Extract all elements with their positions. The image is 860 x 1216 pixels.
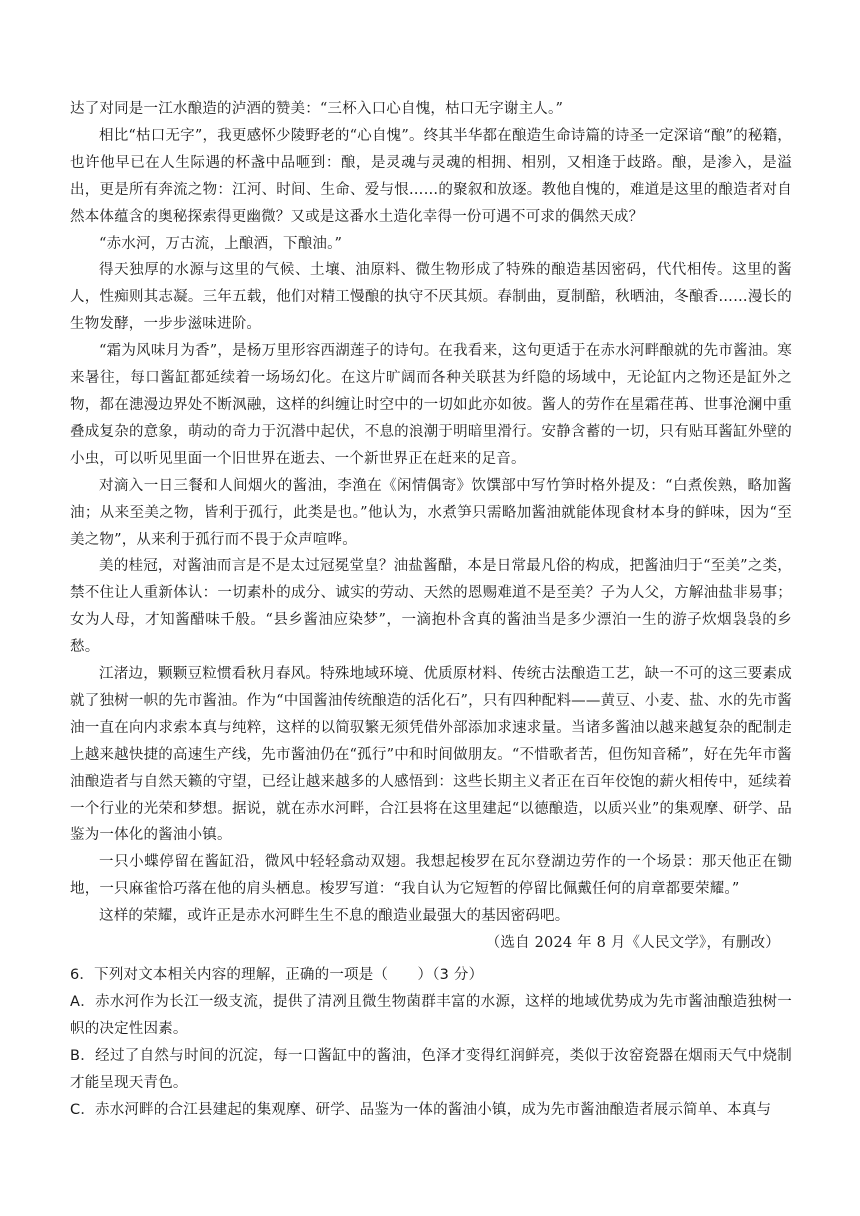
passage-paragraph: “赤水河，万古流，上酿酒，下酿油。”	[99, 235, 343, 252]
passage-paragraph: 达了对同是一江水酿造的泸酒的赞美：“三杯入口心自愧，枯口无字谢主人。”	[70, 101, 564, 117]
source-citation: （选自 2024 年 8 月《人民文学》，有删改）	[485, 935, 780, 952]
passage-paragraph: 这样的荣耀，或许正是赤水河畔生生不息的酿造业最强大的基因密码吧。	[99, 908, 570, 925]
passage-paragraph: 相比“枯口无字”，我更感怀少陵野老的“心自愧”。终其半华都在酿造生命诗篇的诗圣一定深谙“酿”的秘籍，也许他早已在人生际遇的杯盏中品咂到：酿，是灵魂与灵魂的相拥、相别，又相逢于歧路。酿，是渗入，是溢出，更是所有奔流之物：江河、时间、生命、爱与恨……的聚叙和放逐。教他自愧的，难道是这里的酿造者对自然本体蕴含的奥秘探索得更幽微？又或是这番水土造化幸得一份可遇不可求的偶然天成？	[70, 127, 792, 225]
passage-paragraph: 一只小蝶停留在酱缸沿，微风中轻轻翕动双翅。我想起梭罗在瓦尔登湖边劳作的一个场景：那天他正在锄地，一只麻雀恰巧落在他的肩头栖息。梭罗写道：“我自认为它短暂的停留比佩戴任何的肩章都要荣耀。”	[70, 854, 792, 898]
question-stem: 6．下列对文本相关内容的理解，正确的一项是（ ）（3 分）	[70, 967, 484, 983]
passage-paragraph: 美的桂冠，对酱油而言是不是太过冠冕堂皇？油盐酱醋，本是日常最凡俗的构成，把酱油归于“至美”之类，禁不住让人重新体认：一切素朴的成分、诚实的劳动、天然的恩赐难道不是至美？子为人父，方解油盐非易事；女为人母，才知酱醋味千般。“县乡酱油应染梦”，一滴抱朴含真的酱油当是多少漂泊一生的游子炊烟袅袅的乡愁。	[70, 558, 792, 656]
passage-paragraph: 得天独厚的水源与这里的气候、土壤、油原料、微生物形成了特殊的酿造基因密码，代代相传。这里的酱人，性痴则其志凝。三年五载，他们对精工慢酿的执守不厌其烦。春制曲，夏制醅，秋晒油，冬酿香……漫长的生物发酵，一步步滋味进阶。	[70, 262, 792, 333]
option-a: A．赤水河作为长江一级支流，提供了清冽且微生物菌群丰富的水源，这样的地域优势成为先市酱油酿造独树一帜的决定性因素。	[70, 993, 792, 1037]
reading-passage	[70, 96, 792, 957]
option-c: C．赤水河畔的合江县建起的集观摩、研学、品鉴为一体的酱油小镇，成为先市酱油酿造者展示简单、本真与	[70, 1101, 772, 1118]
question-block	[70, 962, 792, 1123]
passage-paragraph: “霜为风味月为香”，是杨万里形容西湖莲子的诗句。在我看来，这句更适于在赤水河畔酿就的先市酱油。寒来暑往，每口酱缸都延续着一场场幻化。在这片旷阔而各种关联甚为纤隐的场域中，无论缸内之物还是缸外之物，都在漶漫边界处不断沨融，这样的纠缠让时空中的一切如此亦如彼。酱人的劳作在星霜荏苒、世事沧澜中重叠成复杂的意象，萌动的奇力于沉潜中起伏，不息的浪潮于明暗里滑行。安静含蓄的一切，只有贴耳酱缸外壁的小虫，可以听见里面一个旧世界在逝去、一个新世界正在赶来的足音。	[70, 343, 792, 467]
option-b: B．经过了自然与时间的沉淀，每一口酱缸中的酱油，色泽才变得红润鲜亮，类似于汝窑瓷器在烟雨天气中烧制才能呈现天青色。	[70, 1047, 792, 1091]
passage-paragraph: 对滴入一日三餐和人间烟火的酱油，李渔在《闲情偶寄》饮馔部中写竹笋时格外提及：“白煮俟熟，略加酱油；从来至美之物，皆利于孤行，此类是也。”他认为，水煮笋只需略加酱油就能体现食材本身的鲜味，因为“至美之物”，从来利于孤行而不畏于众声喧哗。	[70, 477, 792, 548]
passage-paragraph: 江渚边，颗颗豆粒惯看秋月春风。特殊地域环境、优质原材料、传统古法酿造工艺，缺一不可的这三要素成就了独树一帜的先市酱油。作为“中国酱油传统酿造的活化石”，只有四种配料——黄豆、小麦、盐、水的先市酱油一直在向内求索本真与纯粹，这样的以简驭繁无须凭借外部添加求速求量。当诸多酱油以越来越复杂的配制走上越来越快捷的高速生产线，先市酱油仍在“孤行”中和时间做朋友。“不惜歌者苦，但伤知音稀”，好在先年市酱油酿造者与自然天籁的守望，已经让越来越多的人感悟到：这些长期主义者正在百年佼饱的薪火相传中，延续着一个行业的光荣和梦想。据说，就在赤水河畔，合江县将在这里建起“以德酿造，以质兴业”的集观摩、研学、品鉴为一体化的酱油小镇。	[70, 666, 792, 844]
